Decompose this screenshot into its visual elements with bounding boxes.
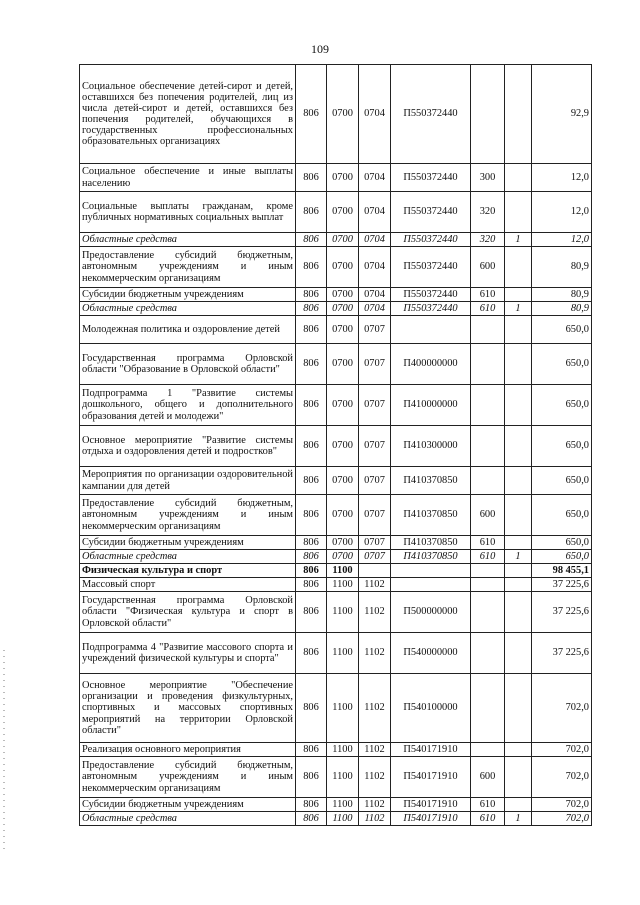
- row-source: [505, 192, 532, 233]
- row-csr: П540171910: [391, 757, 471, 798]
- table-row: [80, 536, 592, 550]
- row-name: Социальные выплаты гражданам, кроме публичных нормативных социальных выплат: [80, 192, 296, 233]
- row-podrazdel: 1102: [359, 633, 391, 674]
- row-source: [505, 495, 532, 536]
- row-source: [505, 798, 532, 812]
- row-razdel: 1100: [327, 757, 359, 798]
- row-sum: 80,9: [532, 302, 592, 316]
- row-vr: [471, 592, 505, 633]
- table-row: [80, 65, 592, 164]
- row-razdel: 0700: [327, 288, 359, 302]
- row-vr: 600: [471, 757, 505, 798]
- row-vr: 320: [471, 233, 505, 247]
- row-podrazdel: 0704: [359, 65, 391, 164]
- row-ved: 806: [296, 316, 327, 344]
- table-row: [80, 467, 592, 495]
- row-ved: 806: [296, 233, 327, 247]
- row-csr: П550372440: [391, 247, 471, 288]
- row-ved: 806: [296, 536, 327, 550]
- row-vr: [471, 344, 505, 385]
- row-name: Государственная программа Орловской области "Физическая культура и спорт в Орловской области": [80, 592, 296, 633]
- row-sum: 80,9: [532, 247, 592, 288]
- row-csr: П540000000: [391, 633, 471, 674]
- row-name: Молодежная политика и оздоровление детей: [80, 316, 296, 344]
- table-row: [80, 233, 592, 247]
- row-podrazdel: 0707: [359, 467, 391, 495]
- row-razdel: 1100: [327, 812, 359, 826]
- row-ved: 806: [296, 65, 327, 164]
- row-vr: [471, 65, 505, 164]
- row-razdel: 1100: [327, 798, 359, 812]
- row-sum: 37 225,6: [532, 633, 592, 674]
- row-razdel: 0700: [327, 536, 359, 550]
- row-podrazdel: 0707: [359, 536, 391, 550]
- row-name: Массовый спорт: [80, 578, 296, 592]
- row-sum: 92,9: [532, 65, 592, 164]
- row-csr: [391, 316, 471, 344]
- row-vr: [471, 674, 505, 743]
- row-source: [505, 426, 532, 467]
- row-csr: П550372440: [391, 164, 471, 192]
- row-razdel: 1100: [327, 674, 359, 743]
- row-ved: 806: [296, 674, 327, 743]
- row-name: Субсидии бюджетным учреждениям: [80, 288, 296, 302]
- row-sum: 702,0: [532, 757, 592, 798]
- row-vr: [471, 633, 505, 674]
- row-podrazdel: 0707: [359, 550, 391, 564]
- row-source: 1: [505, 550, 532, 564]
- row-name: Субсидии бюджетным учреждениям: [80, 798, 296, 812]
- row-source: [505, 288, 532, 302]
- table-row: [80, 302, 592, 316]
- row-sum: 98 455,1: [532, 564, 592, 578]
- row-ved: 806: [296, 812, 327, 826]
- row-name: Основное мероприятие "Развитие системы отдыха и оздоровления детей и подростков": [80, 426, 296, 467]
- row-csr: П410370850: [391, 550, 471, 564]
- table-row: [80, 192, 592, 233]
- table-row: [80, 674, 592, 743]
- table-row: [80, 757, 592, 798]
- row-name: Областные средства: [80, 302, 296, 316]
- row-source: [505, 467, 532, 495]
- row-razdel: 0700: [327, 247, 359, 288]
- row-csr: П540171910: [391, 743, 471, 757]
- row-name: Подпрограмма 1 "Развитие системы дошкольного, общего и дополнительного образования детей и молодежи": [80, 385, 296, 426]
- row-razdel: 1100: [327, 592, 359, 633]
- row-vr: [471, 578, 505, 592]
- table-row: [80, 316, 592, 344]
- row-sum: 12,0: [532, 233, 592, 247]
- row-ved: 806: [296, 385, 327, 426]
- row-razdel: 0700: [327, 192, 359, 233]
- row-razdel: 0700: [327, 550, 359, 564]
- row-ved: 806: [296, 757, 327, 798]
- row-razdel: 0700: [327, 426, 359, 467]
- row-ved: 806: [296, 192, 327, 233]
- row-sum: 12,0: [532, 192, 592, 233]
- row-sum: 650,0: [532, 495, 592, 536]
- row-razdel: 1100: [327, 633, 359, 674]
- row-podrazdel: 0707: [359, 385, 391, 426]
- table-row: [80, 495, 592, 536]
- row-name: Предоставление субсидий бюджетным, автономным учреждениям и иным некоммерческим организациям: [80, 247, 296, 288]
- row-podrazdel: 0704: [359, 288, 391, 302]
- row-ved: 806: [296, 247, 327, 288]
- row-source: [505, 592, 532, 633]
- row-podrazdel: 0704: [359, 247, 391, 288]
- row-vr: 610: [471, 302, 505, 316]
- row-csr: П550372440: [391, 65, 471, 164]
- table-row: [80, 164, 592, 192]
- row-source: 1: [505, 302, 532, 316]
- row-name: Основное мероприятие "Обеспечение организации и проведения физкультурных, спортивных и массовых спортивных мероприятий на территории Орловской области": [80, 674, 296, 743]
- row-razdel: 0700: [327, 233, 359, 247]
- table-row: [80, 592, 592, 633]
- row-podrazdel: 1102: [359, 743, 391, 757]
- row-name: Предоставление субсидий бюджетным, автономным учреждениям и иным некоммерческим организациям: [80, 495, 296, 536]
- row-sum: 650,0: [532, 536, 592, 550]
- row-name: Областные средства: [80, 550, 296, 564]
- row-source: [505, 743, 532, 757]
- row-ved: 806: [296, 592, 327, 633]
- row-csr: П410370850: [391, 467, 471, 495]
- row-sum: 12,0: [532, 164, 592, 192]
- row-razdel: 0700: [327, 316, 359, 344]
- row-sum: 37 225,6: [532, 592, 592, 633]
- row-source: [505, 633, 532, 674]
- row-podrazdel: 0707: [359, 344, 391, 385]
- row-sum: 80,9: [532, 288, 592, 302]
- page-number: 109: [311, 42, 329, 56]
- row-razdel: 0700: [327, 164, 359, 192]
- row-name: Субсидии бюджетным учреждениям: [80, 536, 296, 550]
- row-source: [505, 316, 532, 344]
- row-vr: 610: [471, 550, 505, 564]
- row-ved: 806: [296, 467, 327, 495]
- row-source: [505, 385, 532, 426]
- budget-table-body: [80, 65, 592, 826]
- row-source: 1: [505, 812, 532, 826]
- row-csr: П550372440: [391, 302, 471, 316]
- row-sum: 702,0: [532, 743, 592, 757]
- row-podrazdel: 1102: [359, 578, 391, 592]
- row-vr: 610: [471, 798, 505, 812]
- row-source: [505, 674, 532, 743]
- budget-table: [79, 64, 592, 826]
- row-csr: П410000000: [391, 385, 471, 426]
- row-podrazdel: 1102: [359, 674, 391, 743]
- row-podrazdel: 0704: [359, 302, 391, 316]
- row-source: [505, 564, 532, 578]
- row-razdel: 0700: [327, 302, 359, 316]
- scan-margin-marks: [3, 650, 5, 850]
- row-vr: 300: [471, 164, 505, 192]
- row-name: Социальное обеспечение и иные выплаты населению: [80, 164, 296, 192]
- row-csr: [391, 578, 471, 592]
- table-row: [80, 247, 592, 288]
- row-ved: 806: [296, 798, 327, 812]
- row-ved: 806: [296, 344, 327, 385]
- row-ved: 806: [296, 302, 327, 316]
- row-vr: 610: [471, 812, 505, 826]
- row-csr: П550372440: [391, 192, 471, 233]
- row-razdel: 0700: [327, 344, 359, 385]
- table-row: [80, 798, 592, 812]
- row-name: Реализация основного мероприятия: [80, 743, 296, 757]
- row-vr: [471, 467, 505, 495]
- row-podrazdel: 0707: [359, 495, 391, 536]
- row-razdel: 0700: [327, 467, 359, 495]
- row-ved: 806: [296, 633, 327, 674]
- row-podrazdel: 1102: [359, 812, 391, 826]
- row-podrazdel: 1102: [359, 592, 391, 633]
- row-ved: 806: [296, 550, 327, 564]
- table-row: [80, 812, 592, 826]
- row-razdel: 1100: [327, 743, 359, 757]
- table-row: [80, 550, 592, 564]
- row-ved: 806: [296, 495, 327, 536]
- row-razdel: 0700: [327, 385, 359, 426]
- row-source: [505, 65, 532, 164]
- row-sum: 650,0: [532, 467, 592, 495]
- row-csr: П550372440: [391, 233, 471, 247]
- row-vr: [471, 743, 505, 757]
- row-name: Государственная программа Орловской области "Образование в Орловской области": [80, 344, 296, 385]
- row-csr: П550372440: [391, 288, 471, 302]
- row-name: Физическая культура и спорт: [80, 564, 296, 578]
- row-sum: 702,0: [532, 798, 592, 812]
- row-razdel: 1100: [327, 578, 359, 592]
- row-ved: 806: [296, 743, 327, 757]
- table-row: [80, 743, 592, 757]
- row-source: 1: [505, 233, 532, 247]
- table-row: [80, 633, 592, 674]
- row-vr: 600: [471, 247, 505, 288]
- row-csr: П410370850: [391, 536, 471, 550]
- row-podrazdel: 0704: [359, 233, 391, 247]
- row-csr: [391, 564, 471, 578]
- row-podrazdel: 0704: [359, 164, 391, 192]
- row-vr: 600: [471, 495, 505, 536]
- row-vr: 320: [471, 192, 505, 233]
- row-ved: 806: [296, 564, 327, 578]
- row-sum: 702,0: [532, 674, 592, 743]
- row-podrazdel: 1102: [359, 798, 391, 812]
- row-vr: [471, 385, 505, 426]
- row-vr: [471, 426, 505, 467]
- row-name: Областные средства: [80, 812, 296, 826]
- row-vr: [471, 564, 505, 578]
- row-source: [505, 757, 532, 798]
- row-sum: 650,0: [532, 550, 592, 564]
- table-row: [80, 564, 592, 578]
- row-sum: 650,0: [532, 385, 592, 426]
- row-sum: 650,0: [532, 426, 592, 467]
- row-ved: 806: [296, 288, 327, 302]
- row-csr: П500000000: [391, 592, 471, 633]
- row-sum: 37 225,6: [532, 578, 592, 592]
- row-razdel: 0700: [327, 495, 359, 536]
- row-source: [505, 344, 532, 385]
- row-ved: 806: [296, 578, 327, 592]
- row-vr: 610: [471, 288, 505, 302]
- table-row: [80, 426, 592, 467]
- row-ved: 806: [296, 426, 327, 467]
- row-podrazdel: 0707: [359, 316, 391, 344]
- row-razdel: 0700: [327, 65, 359, 164]
- row-sum: 650,0: [532, 316, 592, 344]
- table-row: [80, 385, 592, 426]
- row-ved: 806: [296, 164, 327, 192]
- row-vr: 610: [471, 536, 505, 550]
- row-podrazdel: 0704: [359, 192, 391, 233]
- row-vr: [471, 316, 505, 344]
- row-name: Мероприятия по организации оздоровительной кампании для детей: [80, 467, 296, 495]
- row-csr: П410300000: [391, 426, 471, 467]
- row-source: [505, 164, 532, 192]
- row-name: Подпрограмма 4 "Развитие массового спорта и учреждений физической культуры и спорта": [80, 633, 296, 674]
- row-razdel: 1100: [327, 564, 359, 578]
- row-csr: П410370850: [391, 495, 471, 536]
- row-name: Областные средства: [80, 233, 296, 247]
- row-csr: П400000000: [391, 344, 471, 385]
- row-csr: П540171910: [391, 812, 471, 826]
- row-source: [505, 247, 532, 288]
- row-sum: 650,0: [532, 344, 592, 385]
- row-source: [505, 578, 532, 592]
- row-name: Социальное обеспечение детей-сирот и детей, оставшихся без попечения родителей, лиц из числа детей-сирот и детей, оставшихся без попечения родителей, обучающихся в государственных профессиональных образовательных организациях: [80, 65, 296, 164]
- row-podrazdel: 0707: [359, 426, 391, 467]
- row-podrazdel: 1102: [359, 757, 391, 798]
- row-sum: 702,0: [532, 812, 592, 826]
- row-csr: П540171910: [391, 798, 471, 812]
- row-podrazdel: [359, 564, 391, 578]
- row-csr: П540100000: [391, 674, 471, 743]
- row-source: [505, 536, 532, 550]
- table-row: [80, 578, 592, 592]
- row-name: Предоставление субсидий бюджетным, автономным учреждениям и иным некоммерческим организациям: [80, 757, 296, 798]
- table-row: [80, 288, 592, 302]
- table-row: [80, 344, 592, 385]
